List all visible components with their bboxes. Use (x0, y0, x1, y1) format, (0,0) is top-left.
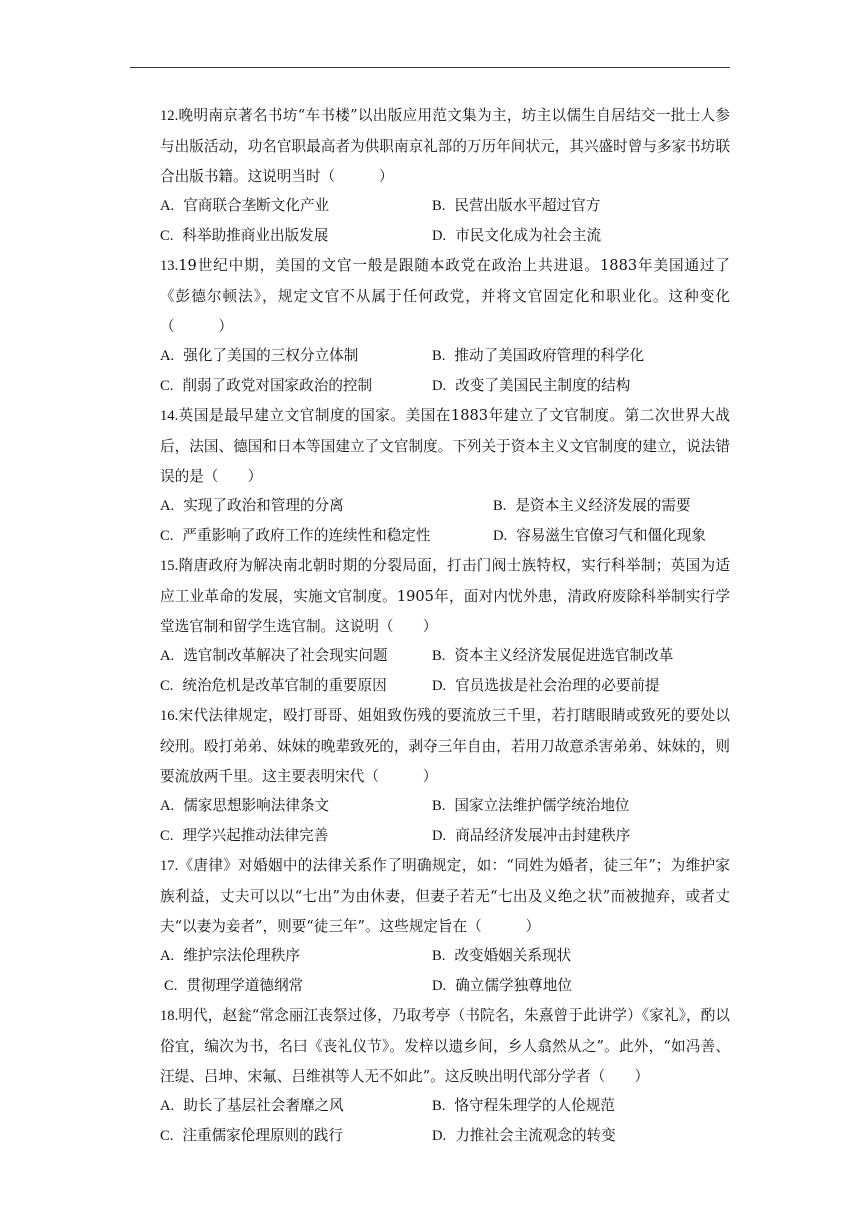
option-letter: D. (493, 528, 508, 545)
question-stem (160, 1001, 730, 1091)
option-letter: B. (432, 648, 446, 665)
question-number: 12. (160, 108, 179, 124)
option-c[interactable] (160, 671, 387, 702)
option-text: 确立儒学独尊地位 (455, 977, 572, 995)
question-16 (160, 701, 730, 851)
option-text: 维护宗法伦理秩序 (183, 947, 300, 965)
option-row (160, 791, 730, 821)
option-letter: C. (160, 828, 174, 845)
option-text: 民营出版水平超过官方 (454, 197, 601, 215)
option-letter: A. (160, 348, 175, 365)
option-text: 恪守程朱理学的人伦规范 (454, 1097, 615, 1115)
option-letter: D. (432, 828, 447, 845)
option-b[interactable] (432, 641, 673, 672)
option-b[interactable] (432, 191, 600, 222)
option-d[interactable] (432, 971, 572, 1002)
question-number: 16. (160, 707, 179, 724)
question-number: 18. (160, 1007, 179, 1024)
question-13 (160, 251, 730, 401)
option-a[interactable] (160, 641, 388, 672)
question-text: 《唐律》对婚姻中的法律关系作了明确规定，如：“同姓为婚者，徒三年”；为维护家族利益，丈夫可以以“七出”为由休妻，但妻子若无“七出及义绝之状”而被抛弃，或者丈夫“以妻为妾者”，则要“徒三年”。这些规定旨在（ ） (160, 856, 730, 935)
option-text: 改变了美国民主制度的结构 (455, 377, 631, 395)
option-text: 力推社会主流观念的转变 (455, 1127, 616, 1145)
question-number: 17. (160, 857, 179, 874)
option-letter: D. (432, 1128, 447, 1145)
option-text: 推动了美国政府管理的科学化 (454, 347, 645, 365)
option-a[interactable] (160, 341, 358, 372)
option-letter: A. (160, 198, 175, 215)
option-row (160, 641, 730, 671)
option-text: 理学兴起推动法律完善 (182, 827, 329, 845)
option-text: 改变婚姻关系现状 (454, 947, 572, 965)
option-b[interactable] (432, 341, 644, 372)
option-b[interactable] (432, 791, 630, 822)
option-letter: B. (432, 798, 446, 815)
option-text: 选官制改革解决了社会现实问题 (183, 647, 388, 665)
option-b[interactable] (432, 1091, 615, 1122)
option-letter: C. (160, 1128, 174, 1145)
question-17 (160, 851, 730, 1001)
option-text: 资本主义经济发展促进选官制改革 (454, 647, 674, 665)
option-letter: D. (432, 978, 447, 995)
question-text: 隋唐政府为解决南北朝时期的分裂局面，打击门阀士族特权，实行科举制；英国为适应工业革命的发展，实施文官制度。1905年，面对内忧外患，清政府废除科举制实行学堂选官制和留学生选官制。这说明（ ） (160, 556, 730, 635)
question-list (160, 101, 730, 1151)
option-a[interactable] (160, 941, 300, 972)
option-letter: B. (493, 498, 507, 515)
option-a[interactable] (160, 191, 329, 222)
question-stem (160, 401, 730, 491)
question-15 (160, 551, 730, 701)
option-row (160, 821, 730, 851)
question-stem (160, 851, 730, 941)
option-a[interactable] (160, 491, 344, 522)
option-letter: B. (432, 948, 446, 965)
question-stem (160, 701, 730, 791)
option-b[interactable] (493, 491, 691, 522)
option-row (160, 221, 730, 251)
option-row (160, 491, 730, 521)
option-row (160, 341, 730, 371)
option-c[interactable] (160, 221, 328, 252)
question-number: 13. (160, 257, 179, 274)
option-a[interactable] (160, 1091, 344, 1122)
option-c[interactable] (164, 971, 303, 1002)
option-text: 削弱了政党对国家政治的控制 (182, 377, 373, 395)
question-stem (160, 101, 730, 191)
question-number: 14. (160, 407, 179, 424)
option-c[interactable] (160, 521, 431, 552)
question-12 (160, 101, 730, 251)
option-text: 官商联合垄断文化产业 (183, 197, 330, 215)
question-text: 明代，赵瓮“常念丽江丧祭过侈，乃取考亭（书院名，朱熹曾于此讲学）《家礼》，酌以俗宜，编次为书，名曰《丧礼仪节》。发梓以遗乡间，乡人翕然从之”。此外，“如冯善、汪缇、吕坤、宋氟、吕维祺等人无不如此”。这反映出明代部分学者（ ） (160, 1006, 730, 1085)
option-text: 容易滋生官僚习气和僵化现象 (516, 527, 706, 545)
question-18 (160, 1001, 730, 1151)
option-b[interactable] (432, 941, 571, 972)
header-rule (130, 67, 730, 68)
option-text: 儒家思想影响法律条文 (183, 797, 330, 815)
option-text: 官员选拔是社会治理的必要前提 (455, 677, 660, 695)
option-text: 国家立法维护儒学统治地位 (454, 797, 630, 815)
option-letter: C. (160, 678, 174, 695)
question-text: 宋代法律规定，殴打哥哥、姐姐致伤残的要流放三千里，若打瞎眼睛或致死的要处以绞刑。殴打弟弟、妹妹的晚辈致死的，剥夺三年自由，若用刀故意杀害弟弟、妹妹的，则要流放两千里。这主要表明宋代（ ） (160, 706, 730, 785)
option-letter: C. (160, 528, 174, 545)
option-letter: B. (432, 1098, 446, 1115)
option-text: 科举助推商业出版发展 (182, 227, 329, 245)
option-letter: A. (160, 798, 175, 815)
option-c[interactable] (160, 371, 372, 402)
option-text: 贯彻理学道德纲常 (186, 977, 304, 995)
option-letter: C. (160, 228, 174, 245)
option-letter: A. (160, 498, 175, 515)
option-row (160, 521, 730, 551)
option-letter: A. (160, 1098, 175, 1115)
option-row (160, 371, 730, 401)
option-text: 市民文化成为社会主流 (455, 227, 602, 245)
option-text: 是资本主义经济发展的需要 (515, 497, 691, 515)
option-d[interactable] (493, 521, 706, 552)
option-letter: C. (164, 978, 178, 995)
question-stem (160, 251, 730, 341)
option-letter: D. (432, 228, 447, 245)
option-d[interactable] (432, 371, 630, 402)
option-row (160, 971, 730, 1001)
option-c[interactable] (160, 1121, 343, 1152)
option-text: 实现了政治和管理的分离 (183, 497, 344, 515)
question-text: 19世纪中期，美国的文官一般是跟随本政党在政治上共进退。1883年美国通过了《彭德尔顿法》，规定文官不从属于任何政党，并将文官固定化和职业化。这种变化（ ） (160, 256, 730, 335)
question-text: 英国是最早建立文官制度的国家。美国在1883年建立了文官制度。第二次世界大战后，法国、德国和日本等国建立了文官制度。下列关于资本主义文官制度的建立，说法错误的是（ ） (160, 406, 730, 485)
option-d[interactable] (432, 221, 601, 252)
option-letter: A. (160, 648, 175, 665)
option-letter: D. (432, 378, 447, 395)
option-d[interactable] (432, 671, 660, 702)
option-row (160, 941, 730, 971)
option-d[interactable] (432, 821, 630, 852)
option-letter: B. (432, 198, 446, 215)
option-row (160, 1091, 730, 1121)
option-row (160, 191, 730, 221)
option-c[interactable] (160, 821, 328, 852)
option-letter: B. (432, 348, 446, 365)
option-row (160, 671, 730, 701)
option-d[interactable] (432, 1121, 616, 1152)
option-text: 统治危机是改革官制的重要原因 (182, 677, 387, 695)
question-14 (160, 401, 730, 551)
option-text: 强化了美国的三权分立体制 (183, 347, 359, 365)
question-stem (160, 551, 730, 641)
option-letter: C. (160, 378, 174, 395)
option-text: 助长了基层社会奢靡之风 (183, 1097, 344, 1115)
option-row (160, 1121, 730, 1151)
option-text: 注重儒家伦理原则的践行 (182, 1127, 343, 1145)
option-letter: A. (160, 948, 175, 965)
question-text: 晚明南京著名书坊“车书楼”以出版应用范文集为主，坊主以儒生自居结交一批士人参与出版活动，功名官职最高者为供职南京礼部的万历年间状元，其兴盛时曾与多家书坊联合出版书籍。这说明当时（ ） (160, 107, 730, 185)
option-text: 严重影响了政府工作的连续性和稳定性 (182, 527, 431, 545)
option-a[interactable] (160, 791, 329, 822)
option-text: 商品经济发展冲击封建秩序 (455, 827, 631, 845)
question-number: 15. (160, 557, 179, 574)
option-letter: D. (432, 678, 447, 695)
